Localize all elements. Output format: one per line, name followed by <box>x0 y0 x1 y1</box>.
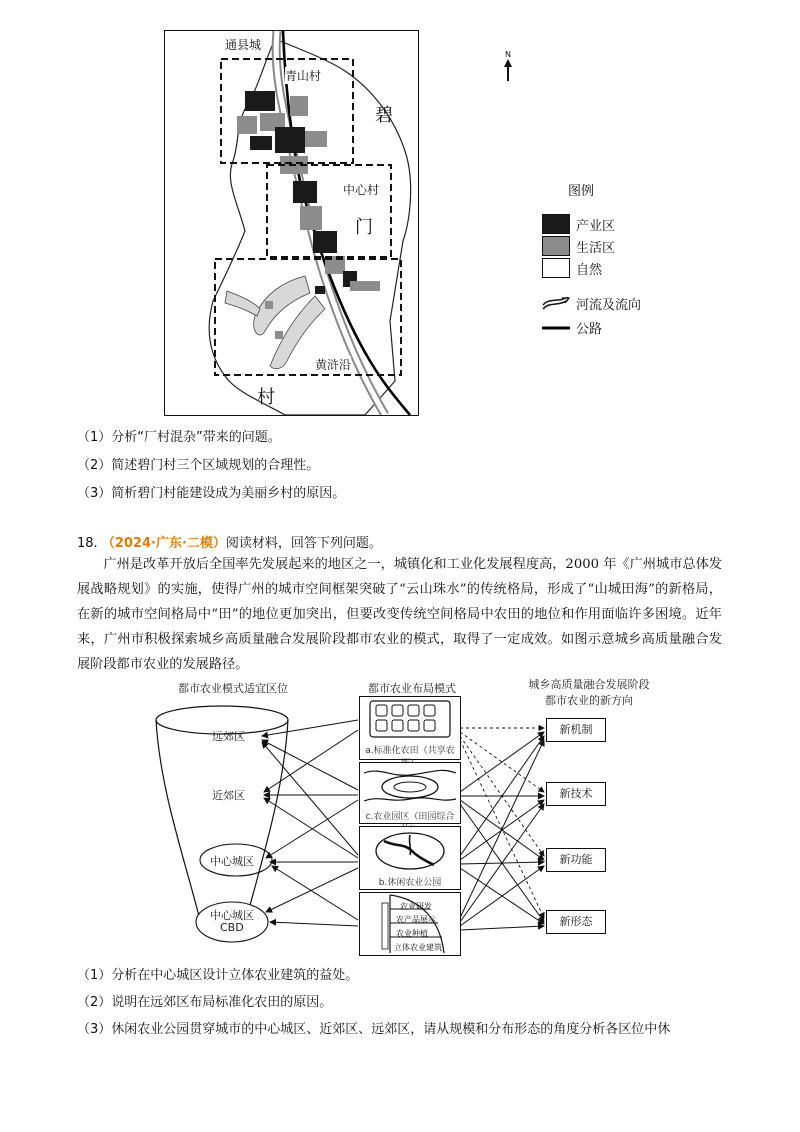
legend-item-river: 河流及流向 <box>542 294 641 313</box>
mode-direction-arrows <box>460 728 544 918</box>
grid-fields-icon <box>360 697 460 741</box>
zone-central-city: 中心城区 <box>210 855 254 868</box>
map-label-zhongxin: 中心村 <box>343 183 380 197</box>
q18-paragraph: 广州是改革开放后全国率先发展起来的地区之一，城镇化和工业化发展程度高，2000 年《广州城市总体发展战略规划》的实施，使得广州的城市空间框架突破了“云山珠水”的传统格局，形成了“山城田海”的新格局，在新的城市空间格局中“田”的地位更加突出，但要改变传统空间格局中农田的地位和作用面临许多困境。近年来，广州市积极探索城乡高质量融合发展阶段都市农业的模式，取得了一定成效。如图示意城乡高质量融合发展阶段都市农业的发展路径。 <box>77 557 722 672</box>
q17-3: （3）简析碧门村能建设成为美丽乡村的原因。 <box>77 486 346 501</box>
legend-item-road: 公路 <box>542 318 602 337</box>
mode-box-leisure-park: b.休闲农业公园 <box>359 826 461 890</box>
q18-number: 18. <box>77 536 98 551</box>
q18-source: （2024·广东·二模） <box>101 536 226 551</box>
q18-3: （3）休闲农业公园贯穿城市的中心城区、近郊区、远郊区，请从规模和分布形态的角度分析各区位中休 <box>77 1022 671 1037</box>
mode-zone-arrows <box>262 720 358 926</box>
map-label-men: 门 <box>355 217 373 238</box>
ring-park-icon <box>360 763 460 807</box>
map-label-tongxian: 通县城 <box>225 38 262 52</box>
zone-central-city-inner: 中心城区 <box>210 909 254 922</box>
direction-new-mechanism: 新机制 <box>546 718 606 742</box>
direction-new-function: 新功能 <box>546 848 606 872</box>
legend-item-nature: 自然 <box>542 258 602 278</box>
q17-1: （1）分析“厂村混杂”带来的问题。 <box>77 430 281 445</box>
legend-title: 图例 <box>568 184 595 199</box>
map-label-bi: 碧 <box>375 105 393 126</box>
direction-new-form: 新形态 <box>546 910 606 934</box>
zone-near-suburb: 近郊区 <box>212 789 245 802</box>
direction-new-technology: 新技术 <box>546 782 606 806</box>
leisure-park-icon <box>360 827 460 873</box>
zone-cbd: CBD <box>220 921 244 934</box>
mode-box-vertical-building: 农业研发 农产品展示 农业种植 立体农业建筑 <box>359 892 461 956</box>
mode-direction-solid-arrows <box>460 732 544 930</box>
north-arrow-icon: N <box>502 50 514 85</box>
col1-title: 都市农业模式适宜区位 <box>178 682 288 695</box>
q18-lead: 阅读材料，回答下列问题。 <box>225 536 382 551</box>
zone-far-suburb: 远郊区 <box>212 730 245 743</box>
col2-title: 都市农业布局模式 <box>368 682 456 695</box>
legend-item-living: 生活区 <box>542 236 615 256</box>
mode-box-standard-farmland: a.标准化农田（共享农 <box>359 696 461 760</box>
col3-title: 城乡高质量融合发展阶段 都市农业的新方向 <box>528 678 650 707</box>
legend-item-industry: 产业区 <box>542 214 615 234</box>
mode-box-agri-park: c.农业园区（田园综合 <box>359 762 461 824</box>
q18-1: （1）分析在中心城区设计立体农业建筑的益处。 <box>77 968 359 983</box>
q17-2: （2）简述碧门村三个区域规划的合理性。 <box>77 458 320 473</box>
map-label-qingshan: 青山村 <box>285 69 322 83</box>
map-label-cun: 村 <box>257 387 275 408</box>
map-label-huangxuyan: 黄浒沿 <box>315 358 352 372</box>
q18-2: （2）说明在远郊区布局标准化农田的原因。 <box>77 995 333 1010</box>
